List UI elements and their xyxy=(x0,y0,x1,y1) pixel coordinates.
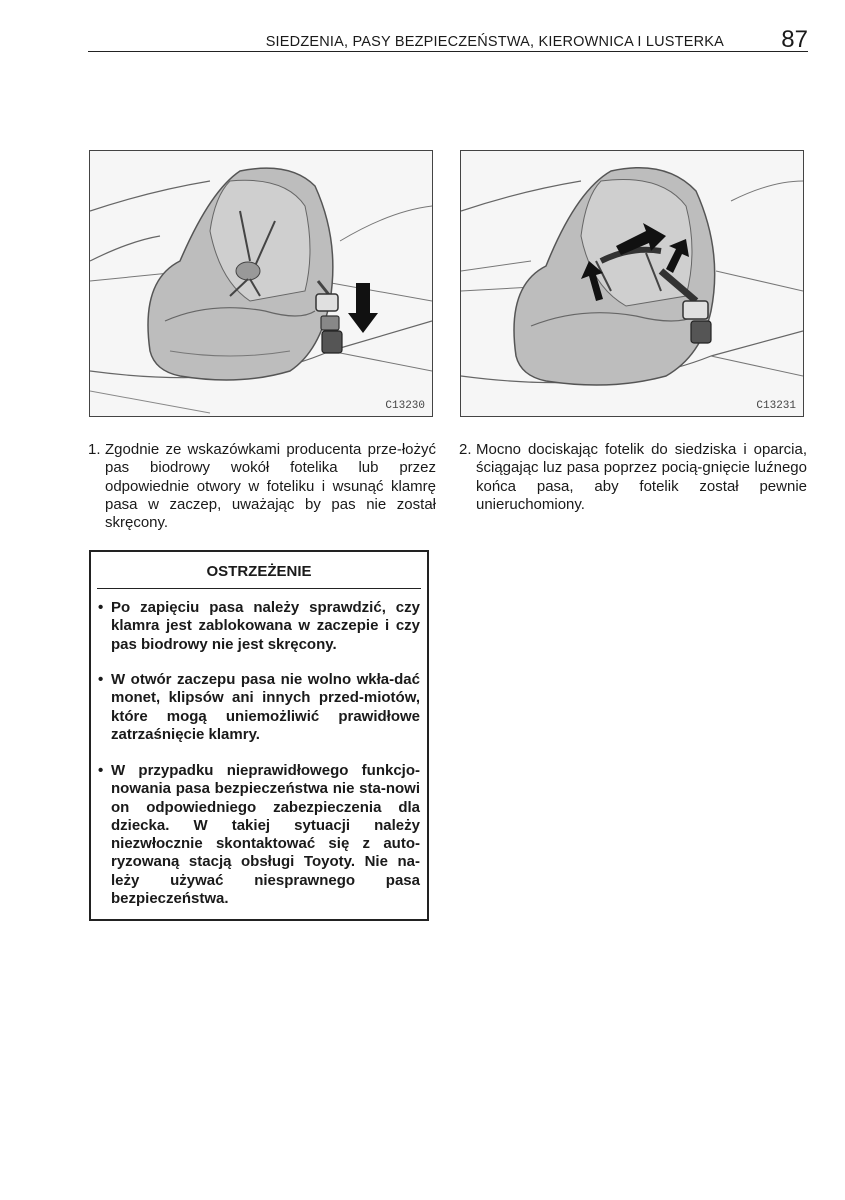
step-text: Mocno dociskając fotelik do siedziska i oparcia, ściągając luz pasa poprzez pocią-gnięcie luźnego końca pasa, aby fotelik został pewnie unieruchomiony. xyxy=(476,441,807,513)
step-number: 2. xyxy=(459,441,472,458)
warning-item xyxy=(98,671,420,745)
bullet-icon: • xyxy=(98,671,104,688)
step-number: 1. xyxy=(88,441,101,458)
warning-item xyxy=(98,599,420,655)
warning-title: OSTRZEŻENIE xyxy=(206,563,312,580)
warning-item-text: W otwór zaczepu pasa nie wolno wkła-dać monet, klipsów ani innych przed-miotów, które mogą uniemożliwić prawidłowe zatrzaśnięcie klamry. xyxy=(111,671,420,743)
page-header xyxy=(88,26,808,52)
child-seat-belt-fasten-illustration xyxy=(90,151,432,416)
child-seat-belt-tighten-illustration xyxy=(461,151,803,416)
figure-tighten-belt xyxy=(460,150,804,417)
figure-fasten-belt xyxy=(89,150,433,417)
step-text: Zgodnie ze wskazówkami producenta prze-łożyć pas biodrowy wokół fotelika lub przez odpowiednie otwory w foteliku i wsunąć klamrę pasa w zaczep, uważając by pas nie został skręcony. xyxy=(105,441,436,532)
header-rule xyxy=(88,51,808,52)
bullet-icon: • xyxy=(98,599,104,616)
step-2 xyxy=(459,441,807,516)
warning-item-text: W przypadku nieprawidłowego funkcjo-nowania pasa bezpieczeństwa nie sta-nowi on odpowiedniego zabezpieczenia dla dziecka. W takiej sytuacji należy niezwłocznie skontaktować się z auto-ryzowaną stacją obsługi Toyoty. Nie na-leży używać niesprawnego pasa bezpieczeństwa. xyxy=(111,762,420,908)
figure-code: C13230 xyxy=(385,400,425,412)
figure-code: C13231 xyxy=(756,400,796,412)
step-1 xyxy=(88,441,436,536)
warning-divider xyxy=(97,588,421,589)
warning-item-text: Po zapięciu pasa należy sprawdzić, czy klamra jest zablokowana w zaczepie i czy pas biodrowy nie jest skręcony. xyxy=(111,599,420,653)
section-title: SIEDZENIA, PASY BEZPIECZEŃSTWA, KIEROWNICA I LUSTERKA xyxy=(265,34,724,50)
warning-item xyxy=(98,762,420,910)
bullet-icon: • xyxy=(98,762,104,779)
page-number: 87 xyxy=(781,26,808,53)
warning-box xyxy=(89,550,429,921)
